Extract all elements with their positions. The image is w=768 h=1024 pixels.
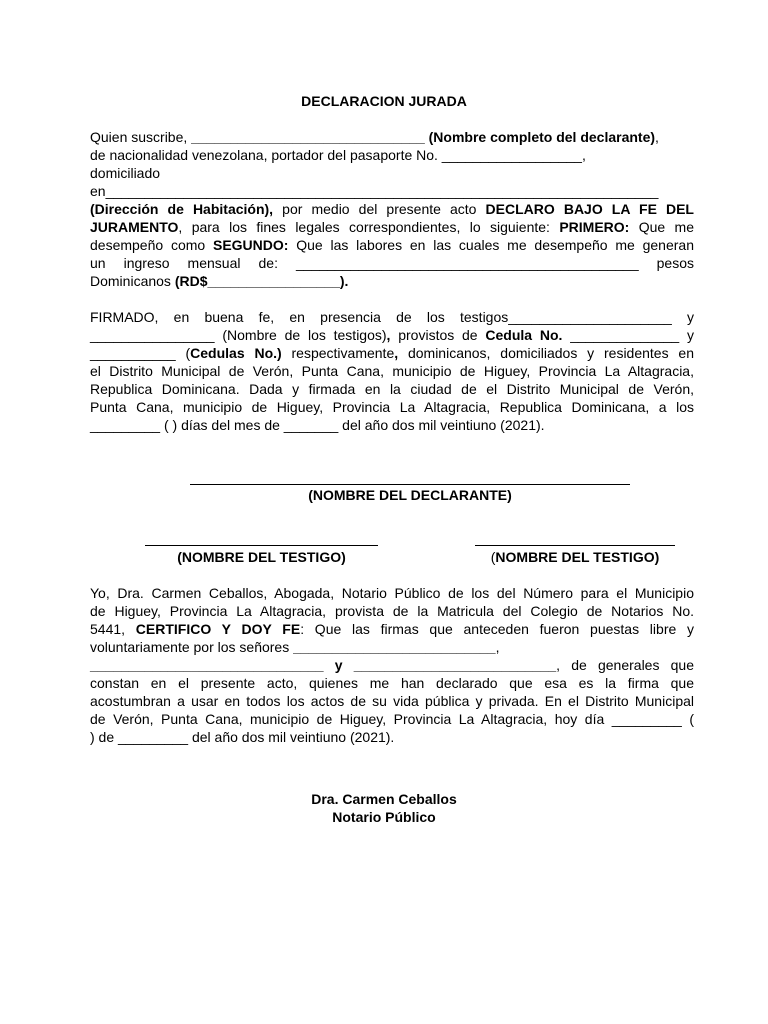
p2-line: _________ ( ) días del mes de _______ del año dos mil veintiuno (2021). <box>90 417 545 433</box>
p3-line: acostumbran a usar en todos los actos de su vida pública y privada. En el Distrito Municipal <box>90 693 694 709</box>
text: , <box>655 129 659 145</box>
p3-line <box>90 620 694 638</box>
p1-line <box>90 272 694 290</box>
text: ______________________________ (Nombre completo del declarante) <box>191 129 656 145</box>
p1-line <box>90 236 694 254</box>
text: (RD$_________________). <box>174 273 349 289</box>
text: ___________ ( <box>90 345 191 361</box>
text: provistos de <box>390 327 486 343</box>
text: (Dirección de Habitación), <box>90 201 274 217</box>
p1-line: domiciliado <box>90 165 161 181</box>
text: NOMBRE DEL TESTIGO) <box>495 549 660 565</box>
declarant-name-label: (NOMBRE DEL DECLARANTE) <box>308 487 512 503</box>
text: __________________________ <box>293 639 496 655</box>
p1-line: un ingreso mensual de: ____________________________________________ pesos <box>90 255 694 271</box>
text: JURAMENTO <box>90 219 179 235</box>
notary-title: Notario Público <box>332 809 436 825</box>
text: dominicanos, domiciliados y residentes en <box>398 345 694 361</box>
p3-line <box>90 656 694 674</box>
text: , <box>386 327 391 343</box>
document-title: DECLARACION JURADA <box>301 93 467 109</box>
p1-line <box>90 200 694 218</box>
text: ________________ (Nombre de los testigos) <box>90 327 387 343</box>
p3-line: constan en el presente acto, quienes me han declarado que esa es la firma que <box>90 675 694 691</box>
p3-line: de Verón, Punta Cana, municipio de Higuey, Provincia La Altagracia, hoy día _________ ( <box>90 711 694 727</box>
witness1-signature-line <box>145 545 378 546</box>
text: Dominicanos <box>90 273 175 289</box>
text: Cedulas No.) <box>190 345 282 361</box>
text: SEGUNDO: <box>212 237 289 253</box>
p2-line: Republica Dominicana. Dada y firmada en la ciudad de el Distrito Municipal de Verón, <box>90 381 694 397</box>
text: : Que las firmas que anteceden fueron puestas libre y <box>300 621 694 637</box>
text: ( <box>490 549 496 565</box>
p1-line <box>90 218 694 236</box>
text: 5441, <box>90 621 136 637</box>
text: Quien suscribe, <box>90 129 188 145</box>
p2-line: FIRMADO, en buena fe, en presencia de los testigos_____________________ y <box>90 309 694 325</box>
p1-line: de nacionalidad venezolana, portador del pasaporte No. __________________, <box>90 147 586 163</box>
text: ______________ y <box>562 327 694 343</box>
text: PRIMERO: <box>559 219 630 235</box>
text: Que me <box>629 219 694 235</box>
text: ______________________________ y __________________________ <box>90 657 557 673</box>
text: voluntariamente por los señores <box>90 639 294 655</box>
p3-line: ) de _________ del año dos mil veintiuno (2021). <box>90 729 395 745</box>
witness2-name-label <box>475 549 675 565</box>
text: Que las labores en las cuales me desempeño me generan <box>288 237 694 253</box>
signing-paragraph <box>90 308 694 434</box>
p3-line <box>90 638 694 656</box>
declaration-paragraph <box>90 128 694 290</box>
witness1-name-label: (NOMBRE DEL TESTIGO) <box>177 549 346 565</box>
text: desempeño como <box>90 237 213 253</box>
notary-name: Dra. Carmen Ceballos <box>311 791 457 807</box>
p2-line: el Distrito Municipal de Verón, Punta Cana, municipio de Higuey, Provincia La Altagracia, <box>90 363 694 379</box>
text: Cedula No. <box>485 327 563 343</box>
text: DECLARO BAJO LA FE DEL <box>485 201 694 217</box>
p1-line: en_______________________________________________________________________ <box>90 183 659 199</box>
p3-line: Yo, Dra. Carmen Ceballos, Abogada, Notario Público de los del Número para el Municipio <box>90 585 694 601</box>
text: , de generales que <box>556 657 695 673</box>
text: , <box>495 639 500 655</box>
witness2-signature-line <box>475 545 675 546</box>
notary-paragraph <box>90 584 694 746</box>
p1-line <box>90 128 694 146</box>
text: , <box>394 345 399 361</box>
text: respectivamente <box>281 345 395 361</box>
p2-line <box>90 344 694 362</box>
text: CERTIFICO Y DOY FE <box>135 621 301 637</box>
p2-line <box>90 326 694 344</box>
text: por medio del presente acto <box>273 201 486 217</box>
p3-line: de Higuey, Provincia La Altagracia, provista de la Matricula del Colegio de Notarios No. <box>90 603 694 619</box>
p2-line: Punta Cana, municipio de Higuey, Provincia La Altagracia, Republica Dominicana, a los <box>90 399 694 415</box>
text: , para los fines legales correspondientes, lo siguiente: <box>178 219 560 235</box>
declarant-signature-line <box>190 484 630 485</box>
